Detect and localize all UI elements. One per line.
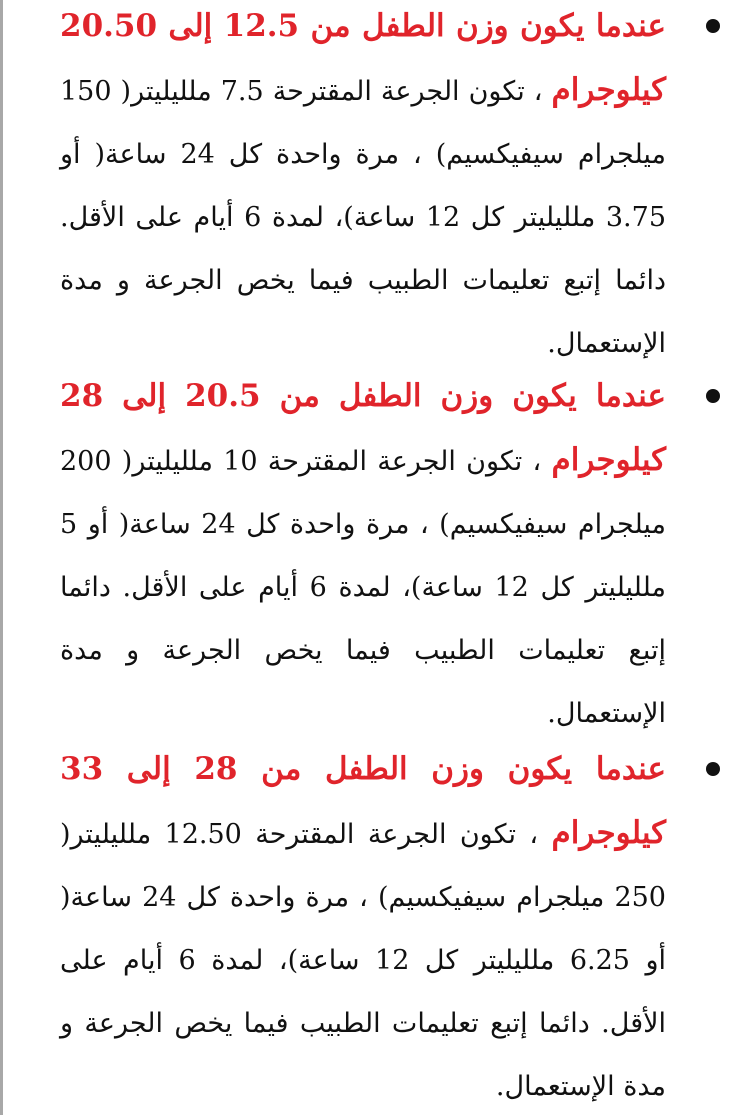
weight-range-heading: عندما يكون وزن الطفل من 28 إلى 33 كيلوجرام (60, 751, 666, 851)
weight-range-heading: عندما يكون وزن الطفل من 12.5 إلى 20.50 كيلوجرام (60, 8, 666, 108)
page-edge-rule (0, 0, 3, 1115)
dosage-instructions: ، تكون الجرعة المقترحة 7.5 ملليليتر( 150 ميلجرام سيفيكسيم) ، مرة واحدة كل 24 ساعة( أو 3.75 ملليليتر كل 12 ساعة)، لمدة 6 أيام على الأقل. دائما إتبع تعليمات الطبيب فيما يخص الجرعة و مدة الإستعمال. (60, 76, 666, 359)
dosage-instructions: ، تكون الجرعة المقترحة 10 ملليليتر( 200 ميلجرام سيفيكسيم) ، مرة واحدة كل 24 ساعة( أو 5 ملليليتر كل 12 ساعة)، لمدة 6 أيام على الأقل. دائما إتبع تعليمات الطبيب فيما يخص الجرعة و مدة الإستعمال. (60, 446, 666, 729)
weight-range-heading: عندما يكون وزن الطفل من 20.5 إلى 28 كيلوجرام (60, 378, 666, 478)
bullet-icon (706, 19, 720, 33)
dosage-list-item (60, 365, 666, 745)
dosage-list-item (60, 0, 666, 375)
bullet-icon (706, 762, 720, 776)
dosage-instructions: ، تكون الجرعة المقترحة 12.50 ملليليتر( 250 ميلجرام سيفيكسيم) ، مرة واحدة كل 24 ساعة( أو 6.25 ملليليتر كل 12 ساعة)، لمدة 6 أيام على الأقل. دائما إتبع تعليمات الطبيب فيما يخص الجرعة و مدة الإستعمال. (60, 819, 666, 1102)
dosage-list-item (60, 738, 666, 1118)
bullet-icon (706, 389, 720, 403)
